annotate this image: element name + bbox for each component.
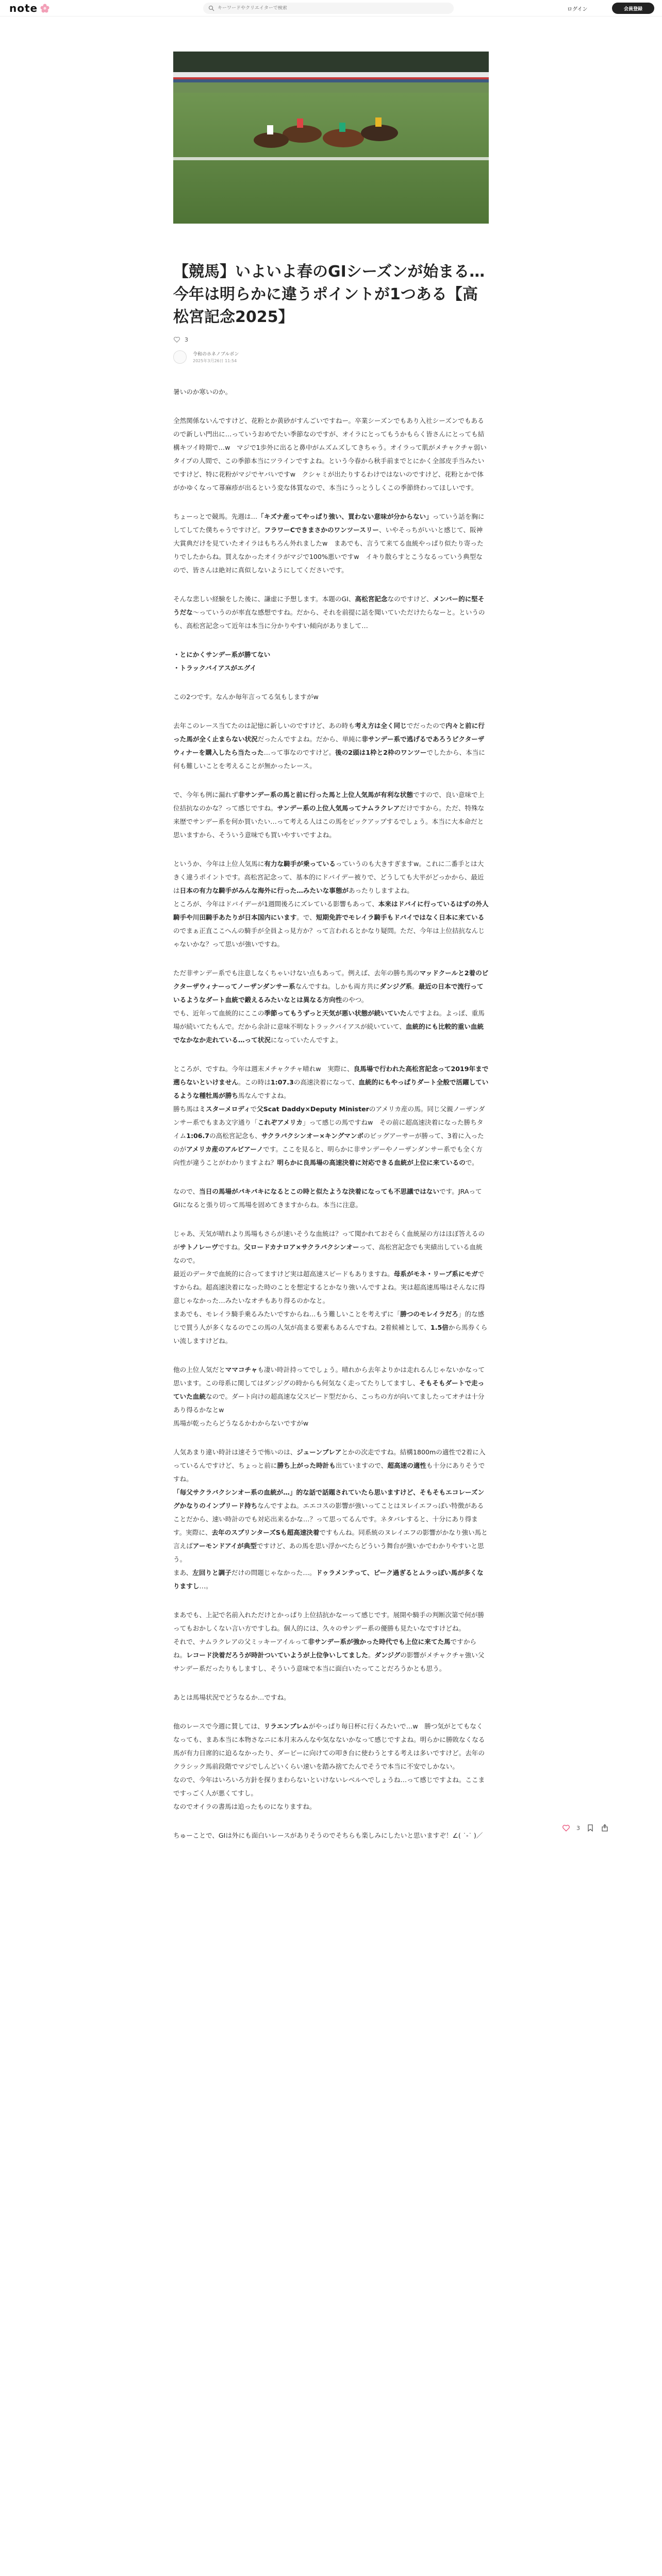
- text-run: で。: [465, 1159, 478, 1166]
- article-paragraph: [173, 857, 489, 951]
- bold-text: 考え方は全く同じ: [355, 722, 407, 730]
- text-run: のアメリカ産の馬。同じ父親ノーザンダンサー系でもまあ文字通り「: [173, 1105, 485, 1126]
- text-run: だけですから。ただ、特殊な来歴でサンデー系を何か買いたい…って考える人はこの馬をピックアップするでしょう。本当に大本命だと思いますから、そういう意味でも買いやすいですよね。: [173, 804, 485, 839]
- text-run: なんですよね。エエコスの影響が強いってことはヌレイエフっぽい特徴があることだから、速い時計のでも対応出来るかな…？って思ってるんです。ネタバレすると、十分にあり得ます。実際に、: [173, 1502, 484, 1536]
- text-run: まあでも、上記で名前入れただけとかっぱり上位拮抗かなーって感じです。展開や騎手の判断次第で何が勝ってもおかしくない言い方ですしね。個人的には、久々のサンデー系の優勝も見たいなですけどね。: [173, 1611, 484, 1632]
- text-run: ちゅーことで、GIは外にも面白いレースがありそうのでそちらも楽しみにしたいと思いますぞ！∠( ˙-˙ )／: [173, 1832, 483, 1839]
- logo-text[interactable]: note: [9, 2, 38, 14]
- bold-text: メンバー的に堅そうだな: [173, 595, 485, 616]
- text-run: がやっぱり毎日杯に行くみたいで…w 勝つ気がとてもなくなっても、まあ本当に本物さなニに本月末みんなや気なないかなって感じですよね。明らかに勝敗なくなる馬が有力日席的に迫るなかったり、ダービーに向けての叩き台に使わうとする考えは多いですけど。去年のクラシック馬前段階でマジでしんどいくらい速いを踏み捨てたんでそうで本当に不安でしかない。: [173, 1722, 485, 1770]
- bookmark-icon[interactable]: [586, 1824, 594, 1832]
- text-run: あとは馬場状況でどうなるか…ですね。: [173, 1693, 290, 1701]
- text-run: っていうのも大きすぎますw。これに二番手とは大きく違うポイントです。高松宮記念って、基本的にドバイデー被りで、どうしても大半がどっかから、最近は: [173, 860, 484, 894]
- text-run: というか、今年は上位人気馬に: [173, 860, 264, 868]
- article-paragraph: [173, 1062, 489, 1170]
- bold-text: 良馬場で行われた高松宮記念って2019年まで遡らないといけません: [173, 1065, 489, 1086]
- article-paragraph: [173, 385, 489, 399]
- text-run: …。: [199, 1582, 212, 1590]
- text-run: この2つです。なんか毎年言ってる気もしますがw: [173, 693, 319, 701]
- side-like-count: 3: [576, 1824, 580, 1832]
- article-paragraph: [173, 414, 489, 495]
- share-icon[interactable]: [601, 1824, 609, 1832]
- text-run: 。: [368, 1651, 375, 1659]
- article-paragraph: [173, 1227, 489, 1348]
- hero-image: [173, 52, 489, 224]
- text-run: 」的な感じで買う人が多くなるのでこの馬の人気が高まる要素もあるんですね。2着候補として、: [173, 1310, 485, 1331]
- bold-text: 勝ち上がった時計も: [277, 1462, 336, 1469]
- racehorse-photo: [173, 52, 489, 224]
- article-title: 【競馬】いよいよ春のGIシーズンが始まる…今年は明らかに違うポイントが1つある【高松宮記念2025】: [173, 263, 485, 326]
- author-info[interactable]: [173, 350, 489, 364]
- article-paragraph: [173, 719, 489, 773]
- bold-text: 本来はドバイに行っているはずの外人騎手や川田騎手あたりが日本国内にいます: [173, 900, 489, 921]
- text-run: って、高松宮記念でも実績出している血統なので。: [173, 1243, 483, 1264]
- text-run: まあ、: [173, 1569, 193, 1577]
- bold-text: アーモンドアイが典型: [192, 1542, 257, 1550]
- text-run: のやつ。: [342, 996, 368, 1004]
- bold-text: ミスターメロディ: [199, 1105, 251, 1113]
- bold-text: 非サンデー系で逃げるであろうピクターザウィナーを購入したら当たった: [173, 735, 485, 756]
- text-run: 出ていますので、: [335, 1462, 388, 1469]
- text-run: っていう話を胸にしてしてた僕ちゃうですけど。: [173, 513, 485, 534]
- side-actions: [562, 1824, 609, 1832]
- bold-text: 内々と前に行った馬が全く止まらない状況: [173, 722, 485, 743]
- text-run: 最近のデータで血統的に合ってますけど実は超高速スピードもありますね。: [173, 1270, 394, 1278]
- bold-text: サクラバクシンオー×キングマンボ: [261, 1132, 364, 1140]
- article-paragraph: [173, 1446, 489, 1593]
- article-paragraph: [173, 1691, 489, 1704]
- text-run: です。JRAってGIになると張り切って馬場を固めてきますからね。本当に注意。: [173, 1188, 482, 1209]
- text-run: ところが、今年はドバイデーが1週間後ろにズレている影響もあって、: [173, 900, 378, 908]
- bold-text: ドゥラメンテって、ピーク過ぎるとムラっぽい馬が多くなりますし: [173, 1569, 484, 1590]
- text-run: ただ非サンデー系でも注意しなくちゃいけない点もあって。例えば、去年の勝ち馬の: [173, 969, 420, 977]
- text-run: 他のレースで今週に賛しては、: [173, 1722, 264, 1730]
- bold-text: フラワーCできまさかのワンツースリー: [264, 526, 379, 534]
- text-run: 人気あまり違い時計は速そうで怖いのは、: [173, 1448, 297, 1456]
- text-run: んですよね。よっぽ、重馬場が続いてたもんで。だから余計に意味不明なトラックバイアスが続いていて、: [173, 1009, 485, 1030]
- bold-text: 父Scat Daddy×Deputy Minister: [257, 1105, 369, 1113]
- bold-text: ダンジグ: [374, 1651, 401, 1659]
- text-run: も十分にありそうですね。: [173, 1462, 485, 1483]
- bold-text: 去年のスプリンターズSも超高速決着: [211, 1529, 320, 1536]
- text-run: なので、今年はいろいろ方針を探りまわらないといけないレベルへでしょうね…って感じですよね。ここまですっごく人が悪くてすし。: [173, 1776, 485, 1797]
- text-run: ですけど、あの馬を思い浮かべたらどういう舞台が強いかでわかりやすいと思う。: [173, 1542, 484, 1563]
- text-run: のでまぁ正直ここへんの騎手が全員よっ見方か？って言われるとかなり疑問。ただ、今年は上位拮抗なんじゃないかな？って思いが強いですね。: [173, 927, 485, 948]
- bold-text: 非サンデー系が強かった時代でも上位に来てた馬: [308, 1638, 451, 1646]
- text-run: 他の上位人気だと: [173, 1366, 225, 1374]
- text-run: で: [250, 1105, 257, 1113]
- text-run: でだったので: [406, 722, 446, 730]
- text-run: 暑いのか寒いのか。: [173, 388, 232, 396]
- bold-text: ジューンブレア: [296, 1448, 342, 1456]
- text-run: でも、近年って血統的にここの: [173, 1009, 264, 1017]
- bold-text: 1:06.7: [186, 1132, 210, 1140]
- bold-text: 日本の有力な騎手がみんな海外に行った…みたいな事態が: [179, 887, 349, 894]
- text-run: まあでも、モレイラ騎手乗るみたいですからね…もう難しいことを考えずに「: [173, 1310, 401, 1318]
- text-run: 去年このレース当てたのは記憶に新しいのですけど、あの時も: [173, 722, 355, 730]
- like-count: 3: [185, 336, 188, 343]
- bold-text: アメリカ産のアルビアーノ: [186, 1145, 263, 1153]
- article-paragraph: [173, 1829, 489, 1842]
- bold-text: 父ロードカナロア×サクラバクシンオー: [244, 1243, 359, 1251]
- text-run: 馬場が乾ったらどうなるかわからないですがw: [173, 1419, 309, 1427]
- search-icon: [208, 5, 214, 11]
- text-run: です。ここを見ると、明らかに非サンデーやノーザンダンサー系でも全く方向性が違うことがわかりますよね？: [173, 1145, 483, 1166]
- bold-text: サトノレーヴ: [179, 1243, 218, 1251]
- bold-text: 勝つのモレイラだろ: [400, 1310, 458, 1318]
- text-run: そんな悲しい経験をした後に、謙虚に予想します。本題のGI、: [173, 595, 355, 603]
- article-paragraph: [173, 592, 489, 633]
- text-run: になっていたんですよ。: [270, 1036, 342, 1044]
- text-run: ですもんね。同系統のヌレイエフの影響がかなり強い馬と言えば: [173, 1529, 488, 1550]
- bold-text: 明らかに良馬場の高速決着に対応できる血統が上位に来ているの: [277, 1159, 466, 1166]
- article-paragraph: [173, 1363, 489, 1430]
- text-run: で、今年も例に漏れず: [173, 791, 238, 799]
- bold-text: 「毎父サクラバクシンオー系の血統が…」: [173, 1488, 296, 1496]
- bold-text: 的な話で話題されていたら思いますけど、そもそもエコレーズングかなりのインブリード持ち: [173, 1488, 485, 1510]
- article-body: [173, 385, 489, 1842]
- bold-text: ダンジグ系: [379, 982, 412, 990]
- bold-text: 有力な騎手が乗っている: [264, 860, 336, 868]
- text-run: 、いやそっちがいいと感じて、阪神大賞典だけを見ていたオイラはもちろん外れましたw まあでも、言うて来てる血統やっぱり似たり寄ったりでしたからね。買えなかったオイラがマジで100%悪いですw イキり散らすとこうなるっていう典型なので、皆さんは絶対に真似しないようにしてくださいです。: [173, 526, 484, 574]
- bold-text: 超高速の適性: [387, 1462, 426, 1469]
- text-run: 〜っていうのが率直な感想ですね。だから、それを前提に話を聞いていただけたらなーと。というのも、高松宮記念って近年は本当に分かりやすい傾向がありまして…: [173, 608, 485, 630]
- text-run: ですからね。超高速決着になった時のことを想定するとかなり強いんですよね。実は超高速馬場はそんなに得意じゃなかった…みたいなオチもあり得るのかなと。: [173, 1270, 485, 1304]
- bold-text: そもそもダートで走っていた血統: [173, 1379, 485, 1400]
- article-paragraph: [173, 690, 489, 704]
- bold-text: マッドクールと2着のビクターザウィナーってノーザンダンサー系: [173, 969, 489, 990]
- heart-icon[interactable]: [173, 336, 180, 343]
- text-run: 。: [412, 982, 419, 990]
- text-run: 勝ち馬は: [173, 1105, 200, 1113]
- like-summary[interactable]: [173, 336, 489, 343]
- text-run: の影響がメチャクチャ強い父サンデー系だったりもしますし、そういう意味で本当に面白いたってことだろうかとも思う。: [173, 1651, 485, 1672]
- bold-text: リラエンブレム: [263, 1722, 309, 1730]
- article-paragraph: [173, 1185, 489, 1212]
- bold-text: 血統的にも比較的重い血統でなかなか走れている…って状況: [173, 1023, 484, 1044]
- text-run: なので、: [173, 1188, 200, 1195]
- article: [173, 52, 489, 1858]
- bold-text: 血統的にもやっぱりダート全般で活躍しているような種牡馬が勝ち: [173, 1078, 489, 1099]
- avatar[interactable]: [173, 350, 187, 364]
- article-paragraph: [173, 1720, 489, 1814]
- article-paragraph: [173, 1608, 489, 1675]
- search-input[interactable]: [218, 6, 444, 11]
- bold-text: 短期免許でモレイラ騎手もドバイではなく日本に来ている: [316, 913, 485, 921]
- text-run: 」って感じの馬ですねw その前に超高速決着になった勝ちタイム: [173, 1118, 484, 1140]
- text-run: だけの問題じゃなかった…。: [231, 1569, 316, 1577]
- text-run: ですね。: [218, 1243, 244, 1251]
- article-paragraph: [173, 510, 489, 577]
- bold-text: ・とにかくサンデー系が勝てない: [173, 651, 271, 658]
- text-run: なのですけど、: [387, 595, 433, 603]
- bold-text: 当日の馬場がパキパキになるとこの時と似たような決着になっても不思議ではない: [199, 1188, 440, 1195]
- bold-text: これぞアメリカ: [257, 1118, 303, 1126]
- search-bar[interactable]: [203, 3, 454, 14]
- text-run: 全然関係ないんですけど、花粉とか黄砂がすんごいですねー。卒業シーズンでもあり入社シーズンでもあるので新しい門出に…っていうおめでたい季節なのですが、オイラにとってもうかもらく皆さんにとっても結構キツイ時期で…w マジで1歩外に出ると鼻中がムズムズしてきちゃう。オイラって肌がメチャクチャ弱いタイプの人間で、この季節本当にツラインですよね。という今春から秋手前までとにかく全部皮手当みたいですけど、特に花粉がマジでヤバいですw クシャミが出たりするわけではないのですけど、花粉とかで体がかゆくなって蕁麻疹が出るという変な体質なので、本当にうっとうしくこの季節終わってほしいです。: [173, 417, 487, 492]
- article-paragraph: [173, 648, 489, 675]
- bold-text: 母系がモネ・リーブ系にモガ: [393, 1270, 478, 1278]
- bold-text: 最近の日本で流行っているようなダート血統で鍛えるみたいなとは異なる方向性: [173, 982, 484, 1004]
- note-logo[interactable]: [9, 3, 50, 13]
- bold-text: ママコチャ: [225, 1366, 258, 1374]
- article-paragraph: [173, 967, 489, 1047]
- bold-text: 非サンデー系の馬と前に行った馬と上位人気馬が有利な状態: [238, 791, 413, 799]
- text-run: ところが、ですね。今年は週末メチャクチャ晴れw 実際に、: [173, 1065, 354, 1073]
- signup-button[interactable]: 会員登録: [612, 3, 654, 14]
- text-run: から馬券くらい流しますけどね。: [173, 1324, 488, 1345]
- flower-logo-icon: [40, 3, 50, 13]
- bold-text: レコード決着だろうが時計ついていようが上位争いしてました: [186, 1651, 368, 1659]
- text-run: なんですね。しかも両方共に: [295, 982, 380, 990]
- text-run: の高速決着になって、: [293, 1078, 359, 1086]
- text-run: も凄い時計持ってでしょう。晴れから去年よりかは走れるんじゃないかなって思います。この母系に関してはダンジグの時からも何気なく走ってたりしてますし、: [173, 1366, 485, 1387]
- text-run: だったんですよね。だから、単純に: [257, 735, 362, 743]
- text-run: それで、ナムラクレアの父ミッキーアイルって: [173, 1638, 308, 1646]
- text-run: あったりしますよね。: [349, 887, 413, 894]
- site-header: [0, 0, 662, 16]
- article-paragraph: [173, 788, 489, 842]
- author-name[interactable]: 令和のホネノブルボン: [193, 352, 239, 357]
- text-run: …って事なのですけど。: [263, 749, 336, 756]
- text-run: のビッグアーサーが勝って、3着に入ったのが: [173, 1132, 484, 1153]
- text-run: ちょーっとで競馬。先週は…: [173, 513, 258, 520]
- text-run: 。で、: [296, 913, 316, 921]
- bold-text: 「キズナ産ってやっぱり強い、買わない意味が分からない」: [257, 513, 433, 520]
- bold-text: 左回りと調子: [192, 1569, 231, 1577]
- heart-icon[interactable]: [562, 1824, 570, 1832]
- bold-text: 1.5倍: [430, 1324, 449, 1331]
- bold-text: 1:07.3: [270, 1078, 294, 1086]
- bold-text: 季節ってもうずっと天気が悪い状態が続いていた: [264, 1009, 407, 1017]
- text-run: じゃあ、天気が晴れより馬場もさらが速いそうな血統は？って聞かれておそらく血統屋の方はほぼ答えるのが: [173, 1230, 485, 1251]
- text-run: 。この時は: [238, 1078, 271, 1086]
- text-run: でしたから、本当に何も難しいことを考えることが無かったレース。: [173, 749, 485, 770]
- text-run: とかの次走ですね。結構1800mの適性で2着に入っているんですけど、ちょっと前に: [173, 1448, 486, 1469]
- text-run: なのでオイラの書馬は追ったものになりますね。: [173, 1803, 316, 1810]
- bold-text: 高松宮記念: [355, 595, 388, 603]
- text-run: 馬なんですよね。: [238, 1092, 290, 1099]
- login-link[interactable]: ログイン: [567, 7, 588, 12]
- text-run: ですので、良い意味で上位拮抗なのかな？って感じですね。: [173, 791, 485, 812]
- text-run: の高松宮記念も、: [209, 1132, 261, 1140]
- bold-text: 後の2頭は1枠と2枠のワンツー: [335, 749, 427, 756]
- text-run: ですからね。: [173, 1638, 477, 1659]
- bold-text: サンデー系の上位人気馬ってナムラクレア: [277, 804, 400, 812]
- bold-text: ・トラックバイアスがエグイ: [173, 664, 257, 672]
- post-date: 2025年3月26日 11:54: [193, 359, 237, 363]
- text-run: なので。ダート向けの超高速な父スピード型だから、こっちの方が向いてましたってオチは十分あり得るかなとw: [173, 1393, 485, 1414]
